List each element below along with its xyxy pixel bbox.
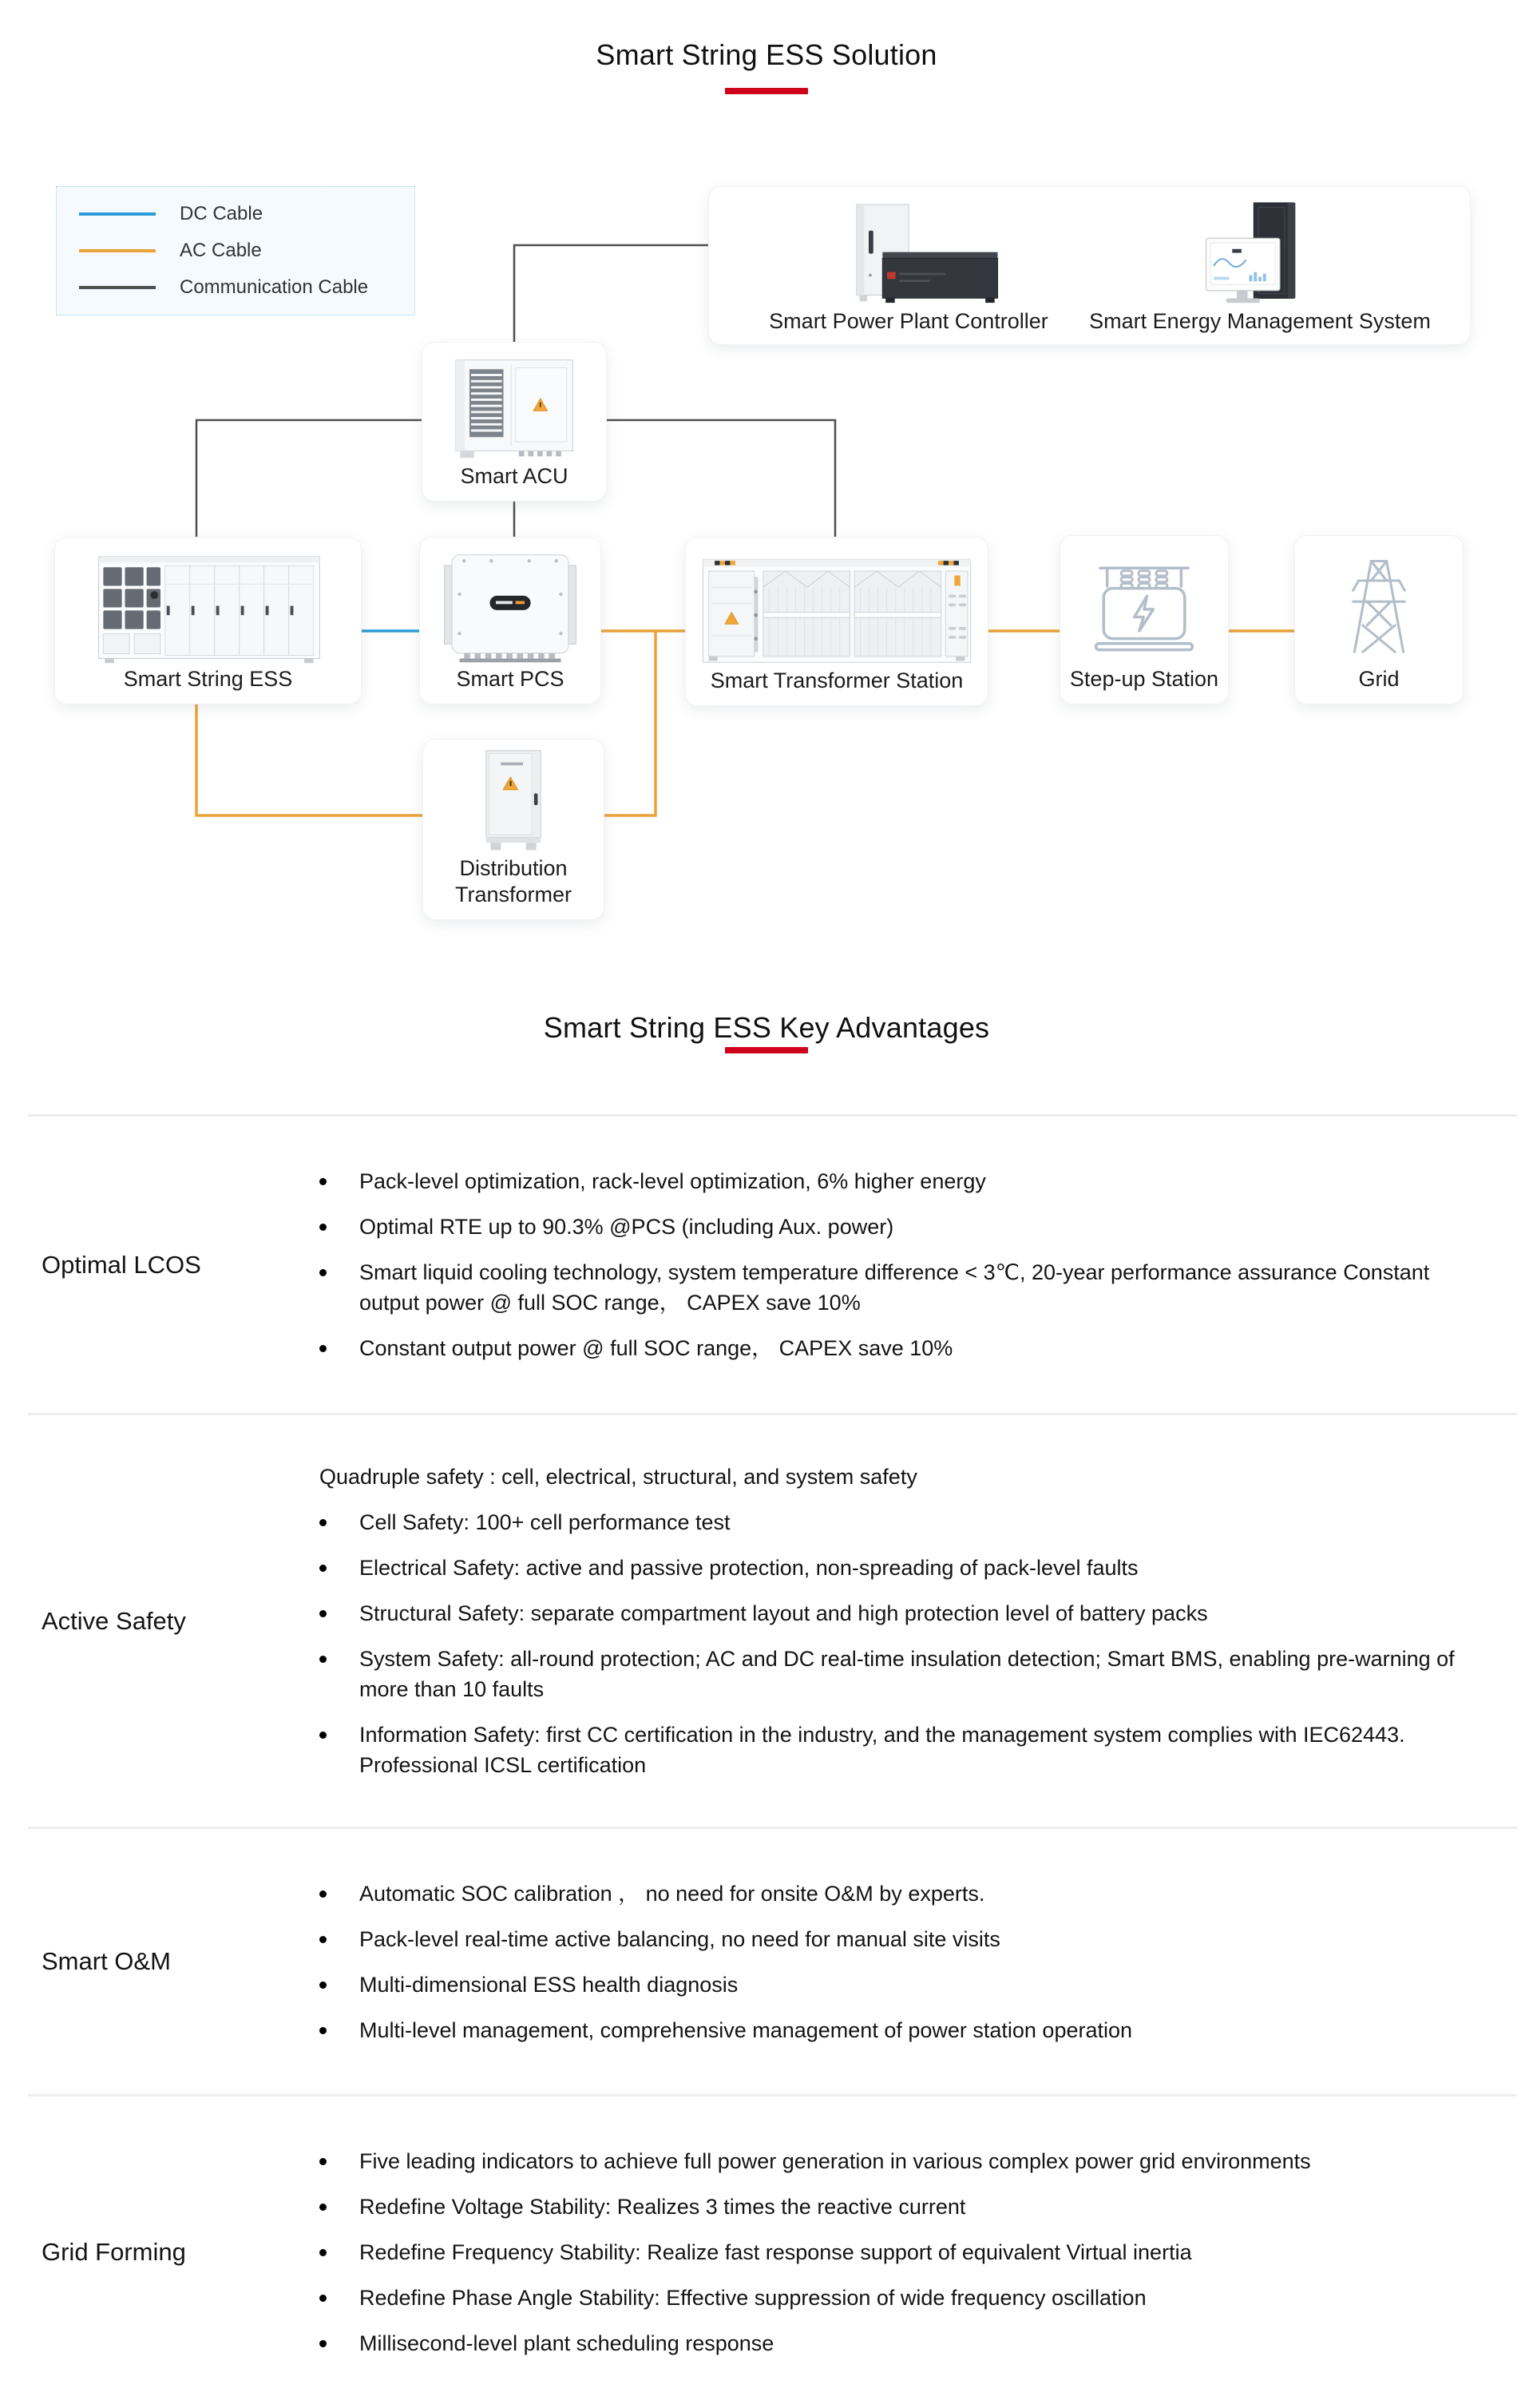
advantage-bullet-text: Structural Safety: separate compartment layout and high protection level of battery packs <box>359 1601 1208 1625</box>
advantage-bullet-text: Redefine Phase Angle Stability: Effective suppression of wide frequency oscillation <box>359 2286 1147 2310</box>
advantage-bullet-item <box>319 1507 1501 1537</box>
grid-pylon-icon <box>1319 547 1439 663</box>
advantage-bullet-item <box>319 2192 1501 2222</box>
advantage-bullet-text: Pack-level real-time active balancing, no need for manual site visits <box>359 1926 1000 1951</box>
power-plant-controller-image <box>809 201 1008 313</box>
node-distribution-transformer <box>422 739 604 920</box>
advantage-bullet-text: Redefine Voltage Stability: Realizes 3 times the reactive current <box>359 2195 966 2219</box>
node-smart-power-plant-controller <box>749 187 1068 344</box>
advantage-section-smart-o-m <box>28 1827 1517 2094</box>
advantage-bullet-text: Pack-level optimization, rack-level optimization, 6% higher energy <box>359 1169 986 1193</box>
bullet-dot-icon <box>319 2340 327 2347</box>
advantage-bullet-item <box>319 2283 1501 2313</box>
step-up-station-icon <box>1084 547 1204 663</box>
advantage-bullet-item <box>319 2328 1501 2358</box>
advantage-bullet-item <box>319 1333 1501 1363</box>
advantage-section-active-safety <box>28 1413 1517 1827</box>
advantage-bullet-item <box>319 1553 1501 1583</box>
page-title: Smart String ESS Solution <box>596 38 937 71</box>
node-label: Smart PCS <box>456 667 564 691</box>
node-management-group <box>708 186 1471 345</box>
advantage-bullet-text: Multi-level management, comprehensive management of power station operation <box>359 2017 1133 2042</box>
legend-label: Communication Cable <box>180 276 369 298</box>
advantage-section-label: Smart O&M <box>42 1947 171 1975</box>
acu-image <box>445 354 584 470</box>
advantage-section-content <box>319 1878 1517 2045</box>
advantage-bullet-text: Millisecond-level plant scheduling response <box>359 2331 774 2355</box>
node-label: Distribution Transformer <box>454 856 572 906</box>
advantage-bullet-item <box>319 1212 1501 1242</box>
advantage-bullet-item <box>319 1166 1501 1196</box>
ess-container-image <box>81 549 336 672</box>
advantage-bullet-item <box>319 2015 1501 2045</box>
bullet-dot-icon <box>319 1656 327 1663</box>
advantage-bullet-text: Cell Safety: 100+ cell performance test <box>359 1510 731 1534</box>
advantage-bullet-text: Multi-dimensional ESS health diagnosis <box>359 1972 739 1997</box>
bullet-dot-icon <box>319 1178 327 1185</box>
communication-cable-line <box>196 420 422 537</box>
node-label: Smart ACU <box>460 464 568 488</box>
advantages-title: Smart String ESS Key Advantages <box>543 1011 990 1044</box>
bullet-dot-icon <box>319 1936 327 1943</box>
node-label: Smart String ESS <box>123 667 293 691</box>
advantage-bullet-item <box>319 1598 1501 1628</box>
advantages-table <box>28 1114 1517 2408</box>
bullet-dot-icon <box>319 1269 327 1276</box>
advantage-bullet-text: System Safety: all-round protection; AC and DC real-time insulation detection; Smart BMS, enabling pre-warning of more than 10 faults <box>359 1647 1455 1701</box>
advantage-bullet-text: Redefine Frequency Stability: Realize fast response support of equivalent Virtual inertia <box>359 2240 1192 2264</box>
node-label: Grid <box>1358 667 1400 691</box>
advantage-bullet-text: Information Safety: first CC certification in the industry, and the management system complies with IEC62443. Professional ICSL certification <box>359 1723 1405 1777</box>
diagram-connectors <box>0 0 1533 1006</box>
distribution-transformer-image <box>465 748 561 859</box>
node-label: Smart Transformer Station <box>710 668 964 692</box>
advantage-bullet-item <box>319 1924 1501 1954</box>
advantage-section-label: Grid Forming <box>42 2238 186 2266</box>
pcs-image <box>438 549 582 672</box>
bullet-dot-icon <box>319 1519 327 1526</box>
advantage-section-label: Optimal LCOS <box>42 1250 201 1279</box>
bullet-dot-icon <box>319 2158 327 2165</box>
legend-label: DC Cable <box>180 203 263 224</box>
advantage-bullet-text: Automatic SOC calibration ， no need for onsite O&M by experts. <box>359 1881 985 1906</box>
transformer-station-image <box>697 549 976 672</box>
communication-cable-line <box>514 245 708 342</box>
advantages-title-underline <box>725 1047 808 1053</box>
bullet-dot-icon <box>319 1610 327 1617</box>
advantage-bullet-text: Five leading indicators to achieve full power generation in various complex power grid environments <box>359 2149 1311 2173</box>
advantage-section-content <box>319 2146 1517 2358</box>
node-label: Step-up Station <box>1069 667 1219 691</box>
advantage-bullet-item <box>319 2237 1501 2267</box>
node-smart-string-ess <box>54 537 362 704</box>
bullet-dot-icon <box>319 2027 327 2034</box>
bullet-dot-icon <box>319 2295 327 2302</box>
advantage-section-header: Quadruple safety : cell, electrical, structural, and system safety <box>319 1465 917 1489</box>
advantage-section-grid-forming <box>28 2094 1517 2408</box>
advantage-section-content <box>319 1166 1517 1363</box>
advantage-bullet-text: Smart liquid cooling technology, system temperature difference < 3℃, 20-year performance assurance Constant output power @ full SOC range， CAPEX save 10% <box>359 1260 1430 1315</box>
bullet-dot-icon <box>319 1565 327 1572</box>
bullet-dot-icon <box>319 1890 327 1898</box>
legend-label: AC Cable <box>180 240 262 261</box>
node-smart-pcs <box>419 537 601 704</box>
advantage-bullet-item <box>319 1644 1501 1704</box>
advantage-section-optimal-lcos <box>28 1114 1517 1413</box>
advantage-bullet-item <box>319 2146 1501 2176</box>
node-smart-acu <box>422 342 607 502</box>
advantage-bullet-item <box>319 1720 1501 1780</box>
bullet-dot-icon <box>319 1982 327 1989</box>
communication-cable-line <box>607 420 835 537</box>
advantage-section-content <box>319 1462 1517 1780</box>
node-grid <box>1294 535 1464 704</box>
bullet-dot-icon <box>319 1345 327 1352</box>
ems-image <box>1180 201 1340 313</box>
node-label: Smart Power Plant Controller <box>769 309 1048 333</box>
bullet-dot-icon <box>319 2204 327 2211</box>
advantage-bullet-text: Constant output power @ full SOC range， CAPEX save 10% <box>359 1336 953 1360</box>
bullet-dot-icon <box>319 1224 327 1231</box>
node-label: Smart Energy Management System <box>1089 309 1431 333</box>
bullet-dot-icon <box>319 2249 327 2256</box>
advantage-bullet-text: Electrical Safety: active and passive protection, non-spreading of pack-level faults <box>359 1556 1139 1580</box>
advantage-bullet-item <box>319 1970 1501 2000</box>
node-smart-transformer-station <box>685 537 988 706</box>
advantage-bullet-item <box>319 1257 1501 1318</box>
node-smart-energy-management-system <box>1084 187 1436 344</box>
node-step-up-station <box>1060 535 1229 704</box>
bullet-dot-icon <box>319 1732 327 1739</box>
advantage-section-label: Active Safety <box>42 1606 186 1635</box>
advantage-bullet-item <box>319 1878 1501 1909</box>
advantage-bullet-text: Optimal RTE up to 90.3% @PCS (including Aux. power) <box>359 1215 894 1239</box>
